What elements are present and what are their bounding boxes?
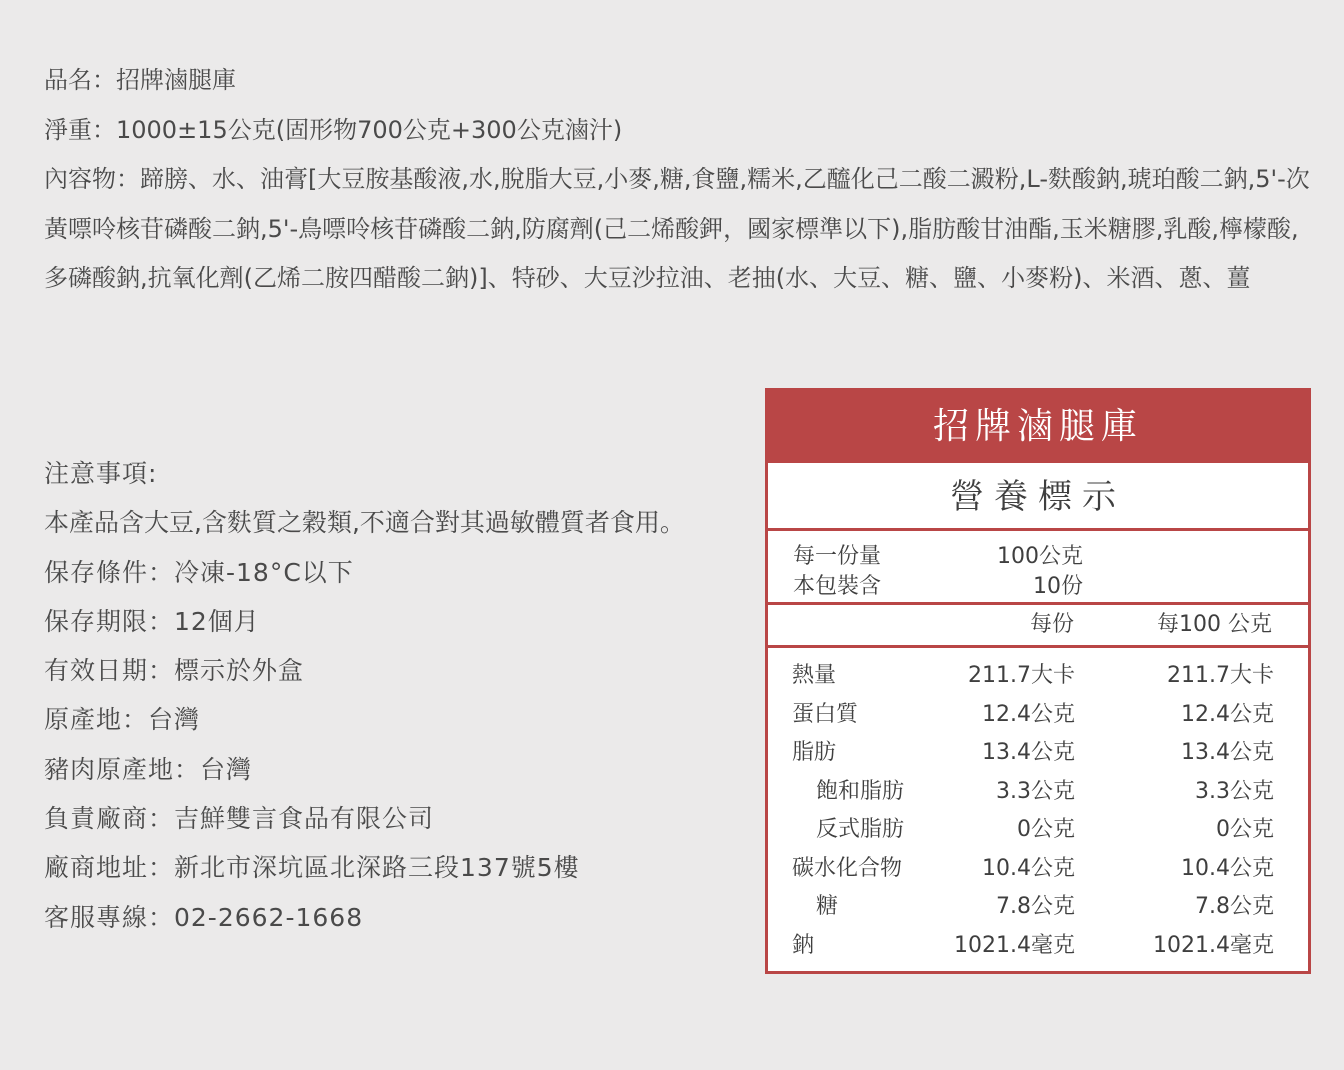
serving-size-label: 每一份量 (793, 544, 882, 569)
nutrient-name: 碳水化合物 (792, 855, 903, 881)
nutrient-name: 脂肪 (792, 740, 837, 765)
nutrient-row (768, 927, 1308, 966)
notes-title: 注意事項: (44, 459, 158, 488)
allergen-warning: 本產品含大豆,含麩質之穀類,不適合對其過敏體質者食用。 (44, 508, 685, 538)
ingredients: 內容物：蹄膀、水、油膏[大豆胺基酸液,水,脫脂大豆,小麥,糖,食鹽,糯米,乙醯化己二酸二澱粉,L-麩酸鈉,琥珀酸二鈉,5'-次黃嘌呤核苷磷酸二鈉,5'-鳥嘌呤核苷磷酸二鈉,防腐劑(己二烯酸鉀，國家標準以下),脂肪酸甘油酯,玉米糖膠,乳酸,檸檬酸,多磷酸鈉,抗氧化劑(乙烯二胺四醋酸二鈉)]、特砂、大豆沙拉油、老抽(水、大豆、糖、鹽、小麥粉)、米酒、蔥、薑 (44, 165, 1310, 292)
nutrient-per-serving: 10.4公克 (982, 855, 1075, 881)
nutrition-column-header (768, 605, 1308, 648)
nutrient-name: 反式脂肪 (816, 817, 905, 842)
nutrient-per-serving: 12.4公克 (982, 701, 1075, 727)
nutrient-row (768, 850, 1308, 889)
nutrient-per-100g: 10.4公克 (1181, 855, 1274, 881)
product-name: 品名：招牌滷腿庫 (44, 66, 236, 94)
nutrient-per-100g: 7.8公克 (1195, 894, 1274, 919)
nutrient-per-serving: 1021.4毫克 (954, 932, 1075, 958)
servings-value: 10份 (1033, 574, 1083, 599)
nutrient-per-serving: 3.3公克 (996, 778, 1075, 804)
nutrient-per-100g: 13.4公克 (1181, 740, 1274, 765)
nutrition-label (765, 388, 1311, 974)
nutrient-per-100g: 12.4公克 (1181, 701, 1274, 727)
nutrient-per-serving: 13.4公克 (982, 740, 1075, 765)
nutrient-name: 熱量 (792, 663, 837, 688)
manufacturer: 負責廠商：吉鮮雙言食品有限公司 (44, 804, 435, 834)
nutrient-row (768, 734, 1308, 773)
country-of-origin: 原產地：台灣 (44, 705, 201, 735)
nutrition-label-title: 營養標示 (768, 463, 1308, 531)
nutrient-per-100g: 1021.4毫克 (1153, 932, 1274, 958)
nutrient-per-serving: 0公克 (1017, 817, 1075, 842)
nutrient-per-100g: 0公克 (1216, 817, 1274, 842)
nutrient-row (768, 773, 1308, 812)
nutrient-row (768, 657, 1308, 696)
servings-label: 本包裝含 (793, 574, 882, 599)
nutrient-per-100g: 211.7大卡 (1167, 663, 1274, 688)
col-per-serving: 每份 (1029, 612, 1074, 637)
nutrient-per-serving: 211.7大卡 (968, 663, 1075, 688)
nutrient-row (768, 888, 1308, 927)
shelf-life: 保存期限：12個月 (44, 606, 260, 636)
pork-origin: 豬肉原產地：台灣 (44, 754, 253, 784)
customer-hotline: 客服專線：02-2662-1668 (44, 902, 364, 932)
servings-row (793, 569, 1083, 599)
storage-condition: 保存條件：冷凍-18°C以下 (44, 557, 354, 587)
nutrient-row (768, 811, 1308, 850)
col-per-100g: 每100 公克 (1157, 612, 1272, 637)
nutrient-name: 蛋白質 (792, 701, 859, 727)
expiry-date: 有效日期：標示於外盒 (44, 656, 305, 686)
serving-info (768, 531, 1308, 605)
product-info (44, 56, 1312, 304)
nutrient-row (768, 696, 1308, 735)
nutrition-rows (768, 657, 1308, 965)
nutrient-name: 糖 (816, 894, 839, 919)
notes-section (44, 449, 754, 942)
net-weight: 淨重：1000±15公克(固形物700公克+300公克滷汁) (44, 115, 623, 144)
nutrition-product-title: 招牌滷腿庫 (768, 391, 1308, 463)
nutrient-per-serving: 7.8公克 (996, 894, 1075, 919)
manufacturer-address: 廠商地址：新北市深坑區北深路三段137號5樓 (44, 853, 580, 883)
nutrient-name: 鈉 (792, 932, 815, 958)
nutrient-per-100g: 3.3公克 (1195, 778, 1274, 804)
serving-size-value: 100公克 (997, 544, 1083, 569)
serving-size-row (793, 539, 1083, 569)
nutrient-name: 飽和脂肪 (816, 778, 905, 804)
